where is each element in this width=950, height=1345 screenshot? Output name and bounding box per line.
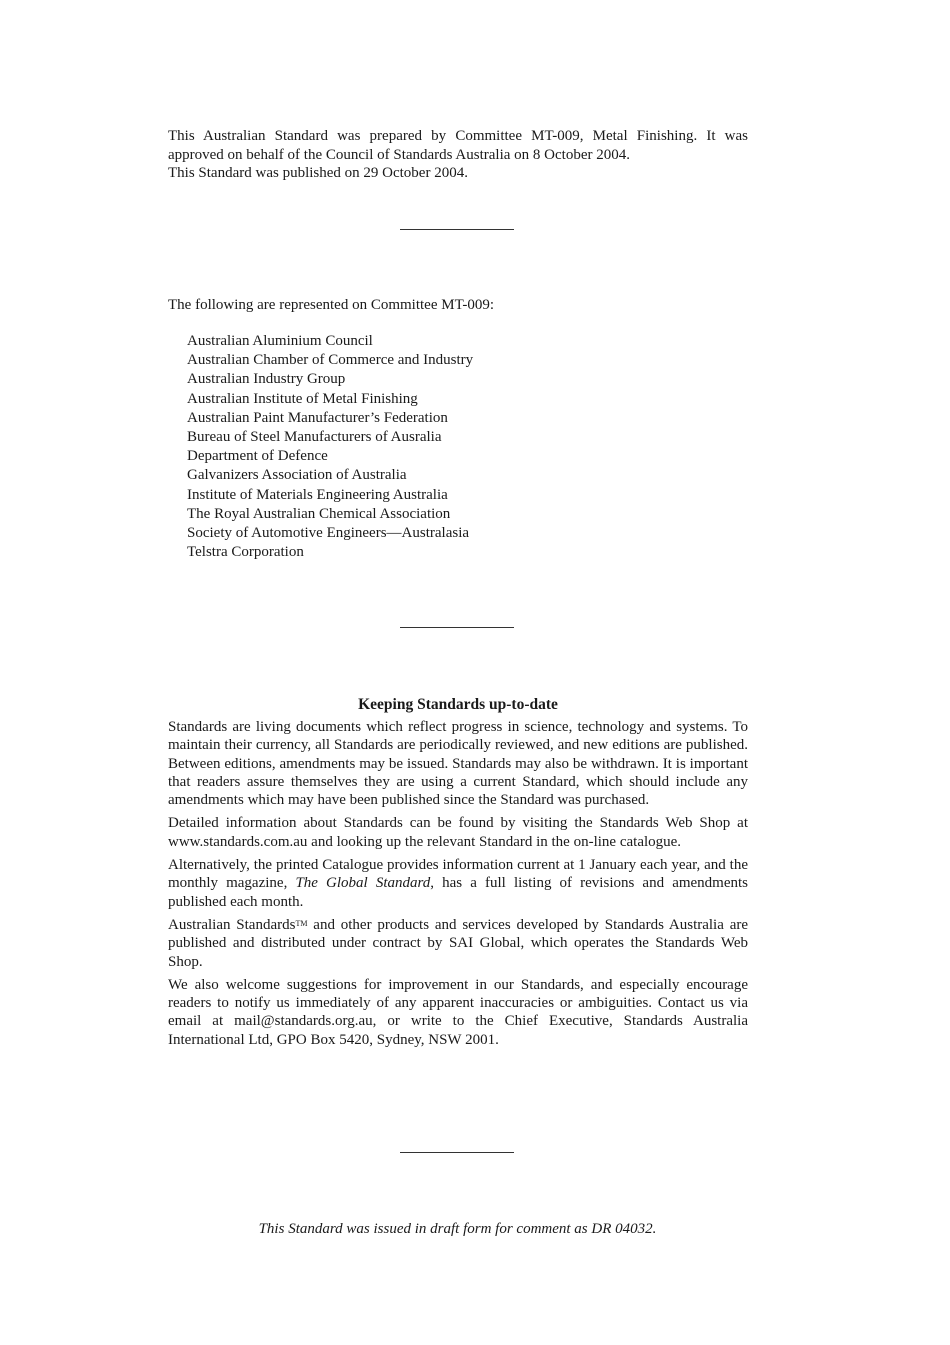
list-item: Society of Automotive Engineers—Australasia bbox=[187, 525, 470, 542]
sai-global-text: and other products and services developed by Standards Australia are published and distributed under contract by SAI Global, which operates the Standards Web Shop. bbox=[168, 916, 749, 970]
list-item: Australian Chamber of Commerce and Industry bbox=[187, 352, 474, 369]
section-divider bbox=[400, 627, 514, 628]
list-item: Institute of Materials Engineering Australia bbox=[187, 486, 448, 503]
section-divider bbox=[400, 1152, 514, 1153]
paragraph-web-shop: Detailed information about Standards can be found by visiting the Standards Web Shop at www.standards.com.au and looking up the relevant Standard in the on-line catalogue. bbox=[168, 815, 748, 850]
list-item: Department of Defence bbox=[187, 448, 328, 465]
trademark-name: Australian Standards bbox=[168, 916, 296, 933]
list-item: Australian Industry Group bbox=[187, 371, 346, 388]
paragraph-sai-global bbox=[168, 916, 748, 971]
list-item: Galvanizers Association of Australia bbox=[187, 467, 407, 484]
draft-note: This Standard was issued in draft form for comment as DR 04032. bbox=[258, 1221, 657, 1237]
paragraph-living-documents: Standards are living documents which reflect progress in science, technology and systems. To maintain their currency, all Standards are periodically reviewed, and new editions are published. Between editions, amendments may be issued. Standards may also be withdrawn. It is important that readers assure themselves they are using a current Standard, which should include any amendments which may have been published since the Standard was purchased. bbox=[168, 719, 748, 809]
committee-member-list bbox=[187, 332, 473, 562]
magazine-title: The Global Standard bbox=[295, 875, 431, 892]
catalogue-text-start: Alternatively, the printed Catalogue provides information current at 1 January each year, and the monthly magazine, bbox=[168, 857, 748, 892]
list-item: Australian Aluminium Council bbox=[187, 333, 373, 349]
section-heading: Keeping Standards up-to-date bbox=[358, 696, 558, 713]
list-item: The Royal Australian Chemical Association bbox=[187, 505, 451, 522]
trademark-symbol: TM bbox=[295, 918, 308, 928]
catalogue-text-end: , has a full listing of revisions and amendments published each month. bbox=[168, 875, 749, 910]
list-item: Australian Institute of Metal Finishing bbox=[187, 390, 418, 407]
approval-text: This Australian Standard was prepared by Committee MT-009, Metal Finishing. It was approved on behalf of the Council of Standards Australia on 8 October 2004. bbox=[168, 128, 748, 163]
list-item: Bureau of Steel Manufacturers of Ausralia bbox=[187, 429, 442, 446]
section-divider bbox=[400, 229, 514, 230]
approval-statement bbox=[168, 127, 748, 183]
committee-intro: The following are represented on Committee MT-009: bbox=[168, 297, 495, 313]
paragraph-catalogue bbox=[168, 856, 748, 911]
list-item: Telstra Corporation bbox=[187, 544, 304, 561]
keeping-standards-section bbox=[168, 696, 748, 1054]
list-item: Australian Paint Manufacturer’s Federation bbox=[187, 409, 448, 426]
paragraph-suggestions: We also welcome suggestions for improvement in our Standards, and especially encourage readers to notify us immediately of any apparent inaccuracies or ambiguities. Contact us via email at mail@standards.org.au, or write to the Chief Executive, Standards Australia International Ltd, GPO Box 5420, Sydney, NSW 2001. bbox=[168, 976, 748, 1048]
publication-date-text: This Standard was published on 29 October 2004. bbox=[168, 165, 468, 181]
